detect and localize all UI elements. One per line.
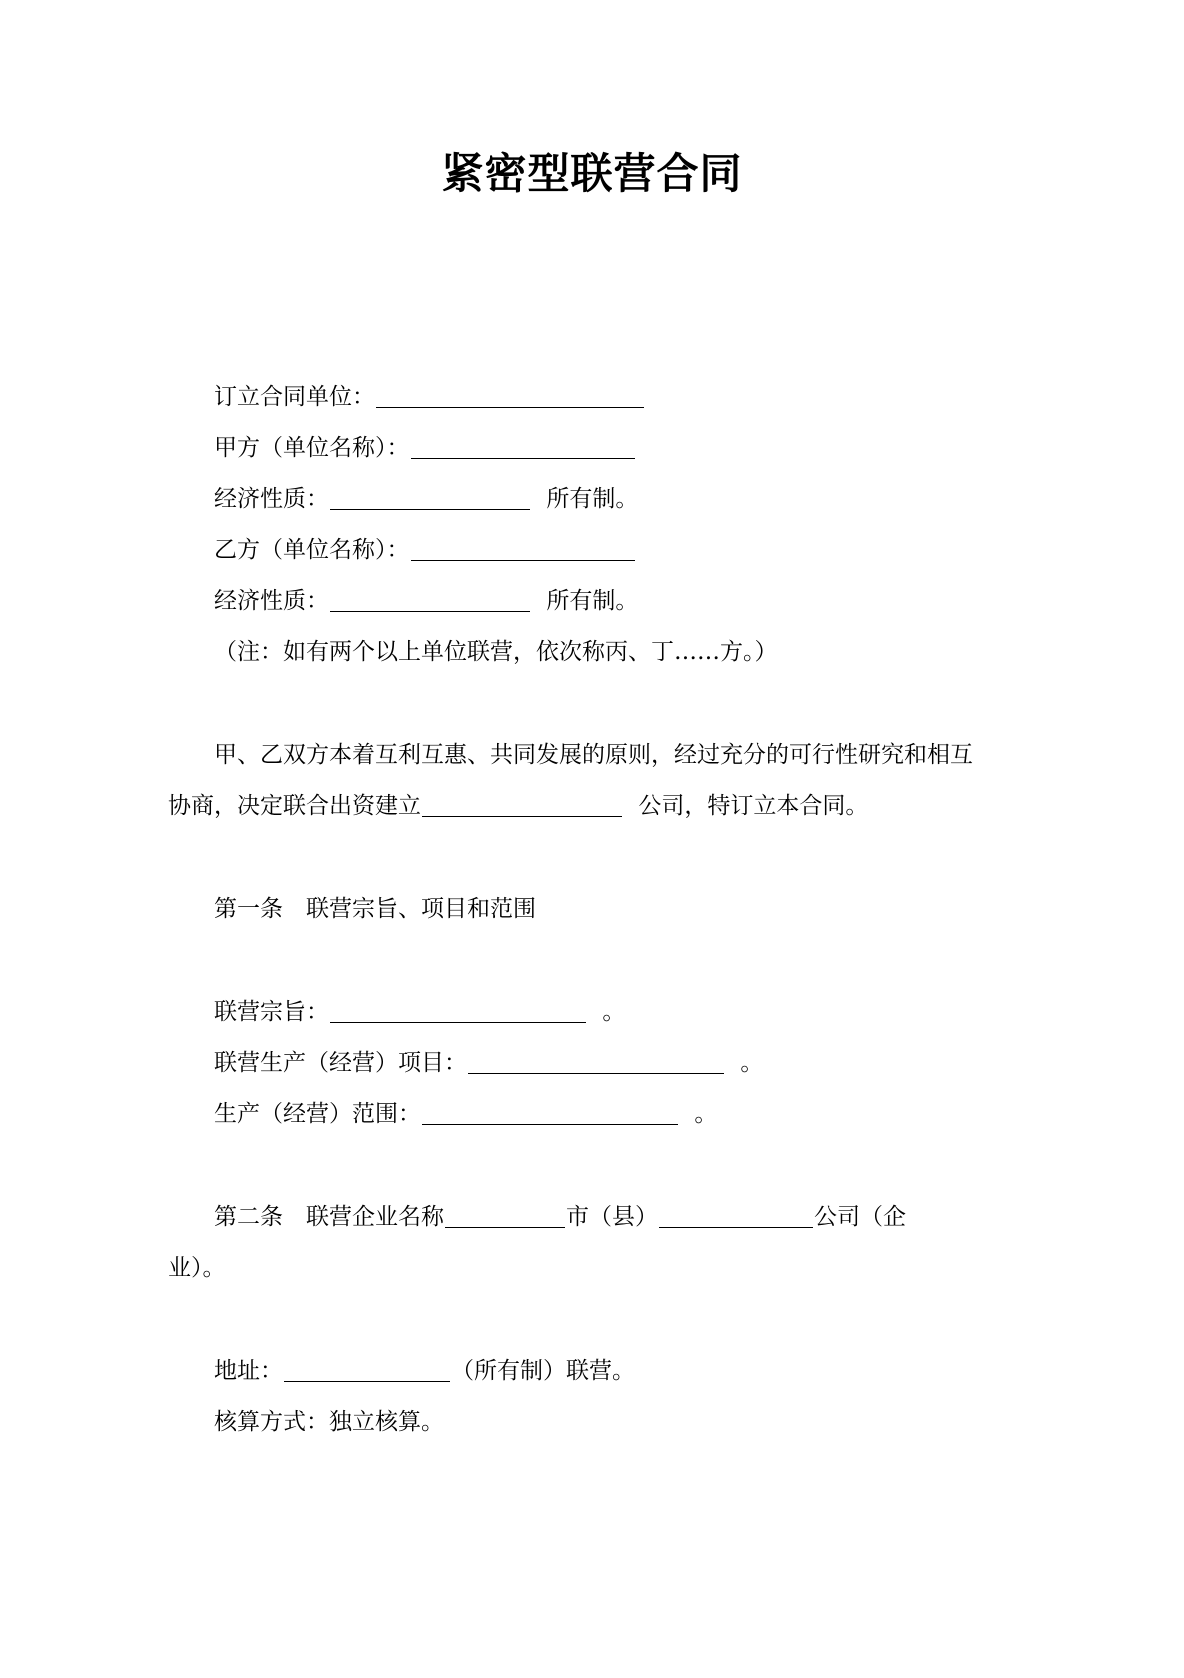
scope-line bbox=[214, 1097, 717, 1131]
party-b-label: 乙方（单位名称）： bbox=[214, 537, 410, 563]
document-title: 紧密型联营合同 bbox=[441, 149, 743, 198]
party-b-line bbox=[214, 533, 636, 567]
project-blank bbox=[468, 1047, 724, 1074]
preamble-prefix: 协商，决定联合出资建立 bbox=[168, 793, 421, 819]
article2-continuation: 业）。 bbox=[168, 1255, 226, 1281]
article1-heading: 第一条 联营宗旨、项目和范围 bbox=[214, 896, 536, 922]
address-label: 地址： bbox=[214, 1358, 283, 1384]
signing-units-line bbox=[214, 380, 645, 414]
econ-nature-b-label: 经济性质： bbox=[214, 588, 329, 614]
econ-nature-a-blank bbox=[330, 483, 530, 510]
scope-blank bbox=[422, 1098, 678, 1125]
party-a-label: 甲方（单位名称）： bbox=[214, 435, 410, 461]
econ-nature-b-line bbox=[214, 584, 638, 618]
econ-nature-b-blank bbox=[330, 585, 530, 612]
econ-nature-b-suffix: 所有制。 bbox=[546, 588, 639, 614]
party-note: （注：如有两个以上单位联营，依次称丙、丁……方。） bbox=[214, 639, 778, 665]
address-line bbox=[214, 1354, 635, 1388]
company-name-blank bbox=[422, 790, 622, 817]
econ-nature-a-suffix: 所有制。 bbox=[546, 486, 639, 512]
preamble-line-1: 甲、乙双方本着互利互惠、共同发展的原则，经过充分的可行性研究和相互 bbox=[214, 742, 973, 768]
city-label: 市（县） bbox=[566, 1204, 658, 1230]
address-suffix: （所有制）联营。 bbox=[451, 1358, 635, 1384]
city-blank bbox=[445, 1201, 565, 1228]
party-b-blank bbox=[411, 534, 635, 561]
purpose-blank bbox=[330, 996, 586, 1023]
signing-units-label: 订立合同单位： bbox=[214, 384, 375, 410]
purpose-label: 联营宗旨： bbox=[214, 999, 329, 1025]
company-label: 公司（企 bbox=[814, 1204, 906, 1230]
preamble-suffix: 公司，特订立本合同。 bbox=[638, 793, 869, 819]
purpose-line bbox=[214, 995, 625, 1029]
article2-heading-line bbox=[214, 1200, 906, 1234]
party-a-line bbox=[214, 431, 636, 465]
econ-nature-a-line bbox=[214, 482, 638, 516]
purpose-suffix: 。 bbox=[602, 999, 626, 1025]
project-line bbox=[214, 1046, 763, 1080]
econ-nature-a-label: 经济性质： bbox=[214, 486, 329, 512]
scope-suffix: 。 bbox=[694, 1101, 718, 1127]
scope-label: 生产（经营）范围： bbox=[214, 1101, 421, 1127]
article2-heading-prefix: 第二条 联营企业名称 bbox=[214, 1204, 444, 1230]
accounting-line: 核算方式：独立核算。 bbox=[214, 1409, 444, 1435]
preamble-line-2 bbox=[168, 789, 868, 823]
party-a-blank bbox=[411, 432, 635, 459]
signing-units-blank bbox=[376, 381, 644, 408]
project-label: 联营生产（经营）项目： bbox=[214, 1050, 467, 1076]
project-suffix: 。 bbox=[740, 1050, 764, 1076]
address-blank bbox=[284, 1355, 450, 1382]
enterprise-name-blank bbox=[659, 1201, 813, 1228]
